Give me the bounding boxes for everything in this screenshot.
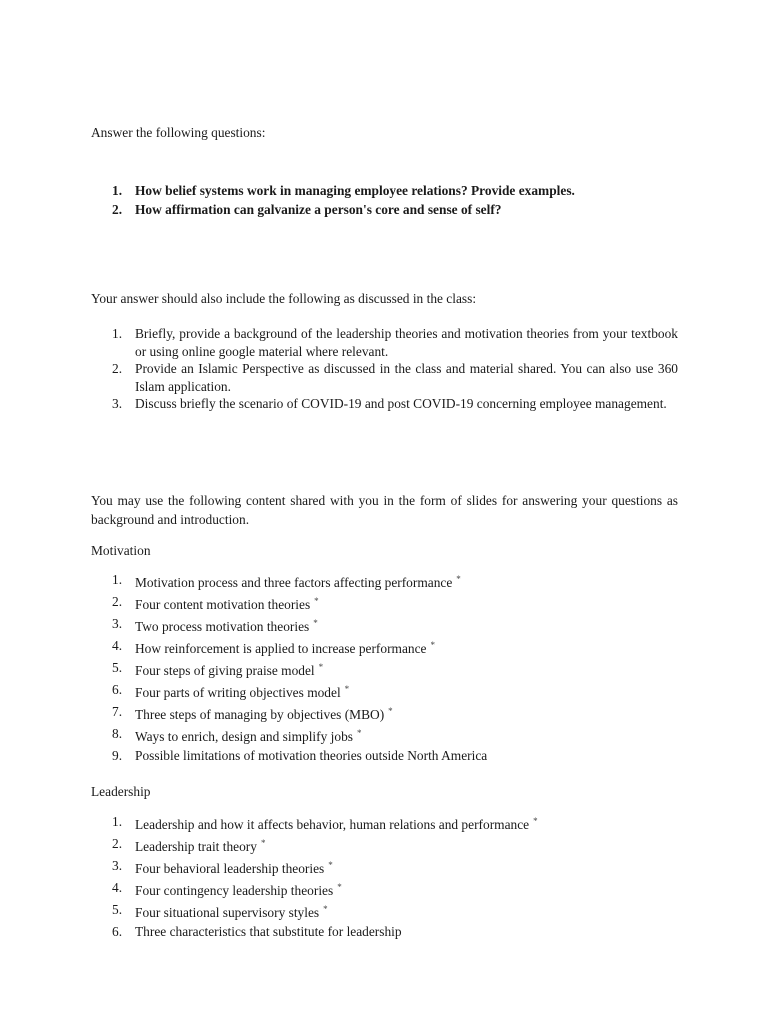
motivation-item: 1. Motivation process and three factors affecting performance * — [112, 572, 461, 590]
intro-text: Answer the following questions: — [91, 125, 266, 140]
motivation-item: 3. Two process motivation theories * — [112, 616, 318, 634]
questions-list — [91, 181, 678, 219]
leadership-heading: Leadership — [91, 784, 151, 799]
asterisk-icon: * — [533, 816, 538, 826]
motivation-item: 6. Four parts of writing objectives model * — [112, 682, 350, 700]
include-item: 1. Briefly, provide a background of the leadership theories and motivation theories from your textbook or using online google material where relevant. — [112, 326, 678, 359]
asterisk-icon: * — [356, 728, 362, 738]
asterisk-icon: * — [323, 904, 328, 914]
asterisk-icon: * — [314, 596, 319, 606]
include-item: 2. Provide an Islamic Perspective as discussed in the class and material shared. You can also use 360 Islam application. — [112, 361, 678, 394]
motivation-item: 5. Four steps of giving praise model * — [112, 660, 324, 678]
asterisk-icon: * — [260, 838, 266, 848]
include-item: 3. Discuss briefly the scenario of COVID-19 and post COVID-19 concerning employee management. — [112, 396, 667, 411]
leadership-item: 1. Leadership and how it affects behavior, human relations and performance * — [112, 814, 538, 832]
asterisk-icon: * — [318, 662, 324, 672]
asterisk-icon: * — [430, 640, 435, 650]
question-item: 1. How belief systems work in managing employee relations? Provide examples. — [112, 183, 575, 198]
leadership-item: 5. Four situational supervisory styles * — [112, 902, 328, 920]
slides-intro-text: You may use the following content shared with you in the form of slides for answering your questions as background and introduction. — [91, 493, 678, 527]
motivation-list — [91, 570, 678, 765]
leadership-item: 3. Four behavioral leadership theories * — [112, 858, 333, 876]
leadership-list — [91, 812, 678, 941]
asterisk-icon: * — [328, 860, 333, 870]
motivation-item: 4. How reinforcement is applied to increase performance * — [112, 638, 435, 656]
question-item: 2. How affirmation can galvanize a person's core and sense of self? — [112, 202, 502, 217]
include-list — [91, 325, 678, 413]
asterisk-icon: * — [313, 618, 318, 628]
motivation-item: 8. Ways to enrich, design and simplify jobs * — [112, 726, 362, 744]
include-intro-text: Your answer should also include the following as discussed in the class: — [91, 291, 477, 306]
motivation-item: 9. Possible limitations of motivation theories outside North America — [112, 748, 488, 763]
asterisk-icon: * — [344, 684, 350, 694]
leadership-item: 6. Three characteristics that substitute for leadership — [112, 924, 402, 939]
asterisk-icon: * — [388, 706, 393, 716]
motivation-item: 2. Four content motivation theories * — [112, 594, 319, 612]
asterisk-icon: * — [337, 882, 342, 892]
leadership-item: 2. Leadership trait theory * — [112, 836, 266, 854]
leadership-item: 4. Four contingency leadership theories * — [112, 880, 342, 898]
asterisk-icon: * — [456, 574, 461, 584]
motivation-heading: Motivation — [91, 543, 151, 558]
motivation-item: 7. Three steps of managing by objectives (MBO) * — [112, 704, 393, 722]
